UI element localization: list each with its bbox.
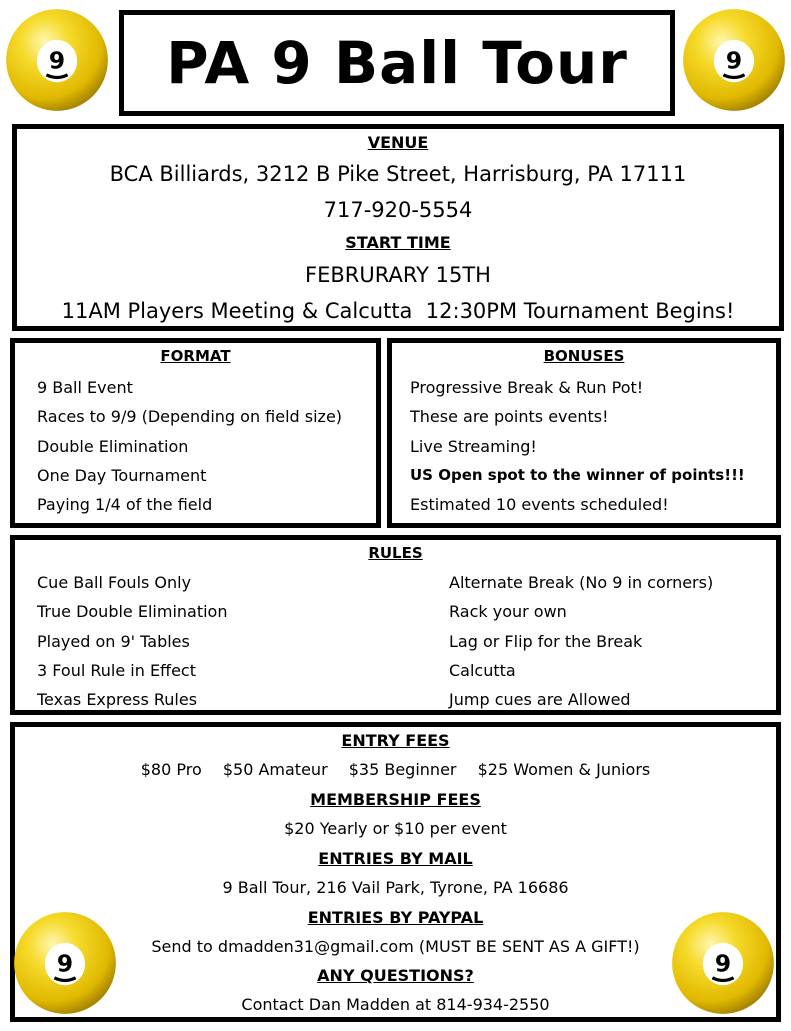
venue-section <box>12 124 784 331</box>
nine-ball-icon <box>12 910 118 1016</box>
list-item: Played on 9' Tables <box>37 631 190 651</box>
list-item: Progressive Break & Run Pot! <box>410 378 644 397</box>
bonuses-header: BONUSES <box>543 347 625 365</box>
format-header: FORMAT <box>160 347 231 365</box>
price-beginner: $35 Beginner <box>348 760 457 779</box>
svg-text:9: 9 <box>714 950 732 978</box>
rules-section <box>10 535 781 715</box>
svg-text:9: 9 <box>56 950 74 978</box>
list-item: Estimated 10 events scheduled! <box>410 495 669 515</box>
format-list <box>37 373 342 519</box>
entries-by-mail-header: ENTRIES BY MAIL <box>318 849 473 868</box>
list-item: One Day Tournament <box>37 465 207 485</box>
venue-phone: 717-920-5554 <box>323 198 473 222</box>
price-pro: $80 Pro <box>140 760 202 779</box>
list-item: Paying 1/4 of the field <box>37 495 213 515</box>
venue-header: VENUE <box>367 133 429 152</box>
questions-header: ANY QUESTIONS? <box>317 966 474 985</box>
entries-by-paypal-header: ENTRIES BY PAYPAL <box>307 908 484 927</box>
entry-fees-header: ENTRY FEES <box>341 731 450 750</box>
list-item: Alternate Break (No 9 in corners) <box>449 573 714 592</box>
questions-text: Contact Dan Madden at 814-934-2550 <box>241 995 550 1014</box>
membership-fees-header: MEMBERSHIP FEES <box>310 790 481 809</box>
format-section <box>10 338 381 528</box>
start-date: FEBRURARY 15TH <box>305 263 491 287</box>
entries-by-mail-text: 9 Ball Tour, 216 Vail Park, Tyrone, PA 16686 <box>222 878 569 897</box>
list-item: Double Elimination <box>37 436 189 456</box>
list-item: These are points events! <box>410 407 609 427</box>
entry-prices <box>15 760 776 779</box>
list-item: Texas Express Rules <box>37 690 198 710</box>
bonuses-list <box>410 373 745 519</box>
entries-by-paypal-text: Send to dmadden31@gmail.com (MUST BE SENT AS A GIFT!) <box>151 937 640 956</box>
start-time-header: START TIME <box>345 233 451 252</box>
list-item: Cue Ball Fouls Only <box>37 573 192 592</box>
page-title: PA 9 Ball Tour <box>166 29 628 97</box>
nine-ball-icon <box>681 7 787 113</box>
list-item: Lag or Flip for the Break <box>449 631 643 651</box>
list-item: US Open spot to the winner of points!!! <box>410 465 745 484</box>
price-amateur: $50 Amateur <box>222 760 328 779</box>
membership-fees-text: $20 Yearly or $10 per event <box>284 819 507 838</box>
price-women-juniors: $25 Women & Juniors <box>477 760 651 779</box>
svg-text:9: 9 <box>48 47 66 75</box>
list-item: Jump cues are Allowed <box>449 690 631 710</box>
nine-ball-icon <box>670 910 776 1016</box>
rules-list-left <box>37 568 227 714</box>
fees-section <box>10 722 781 1022</box>
venue-address: BCA Billiards, 3212 B Pike Street, Harrisburg, PA 17111 <box>109 162 687 186</box>
title-box <box>119 10 675 116</box>
svg-text:9: 9 <box>725 47 743 75</box>
list-item: Live Streaming! <box>410 436 537 456</box>
bonuses-section <box>387 338 781 528</box>
nine-ball-icon <box>4 7 110 113</box>
list-item: Races to 9/9 (Depending on field size) <box>37 407 343 427</box>
rules-header: RULES <box>368 544 423 562</box>
list-item: Calcutta <box>449 660 516 680</box>
rules-list-right <box>449 568 713 714</box>
list-item: 9 Ball Event <box>37 378 133 397</box>
start-schedule: 11AM Players Meeting & Calcutta 12:30PM Tournament Begins! <box>61 299 735 323</box>
list-item: True Double Elimination <box>37 602 228 622</box>
list-item: Rack your own <box>449 602 567 622</box>
list-item: 3 Foul Rule in Effect <box>37 660 196 680</box>
